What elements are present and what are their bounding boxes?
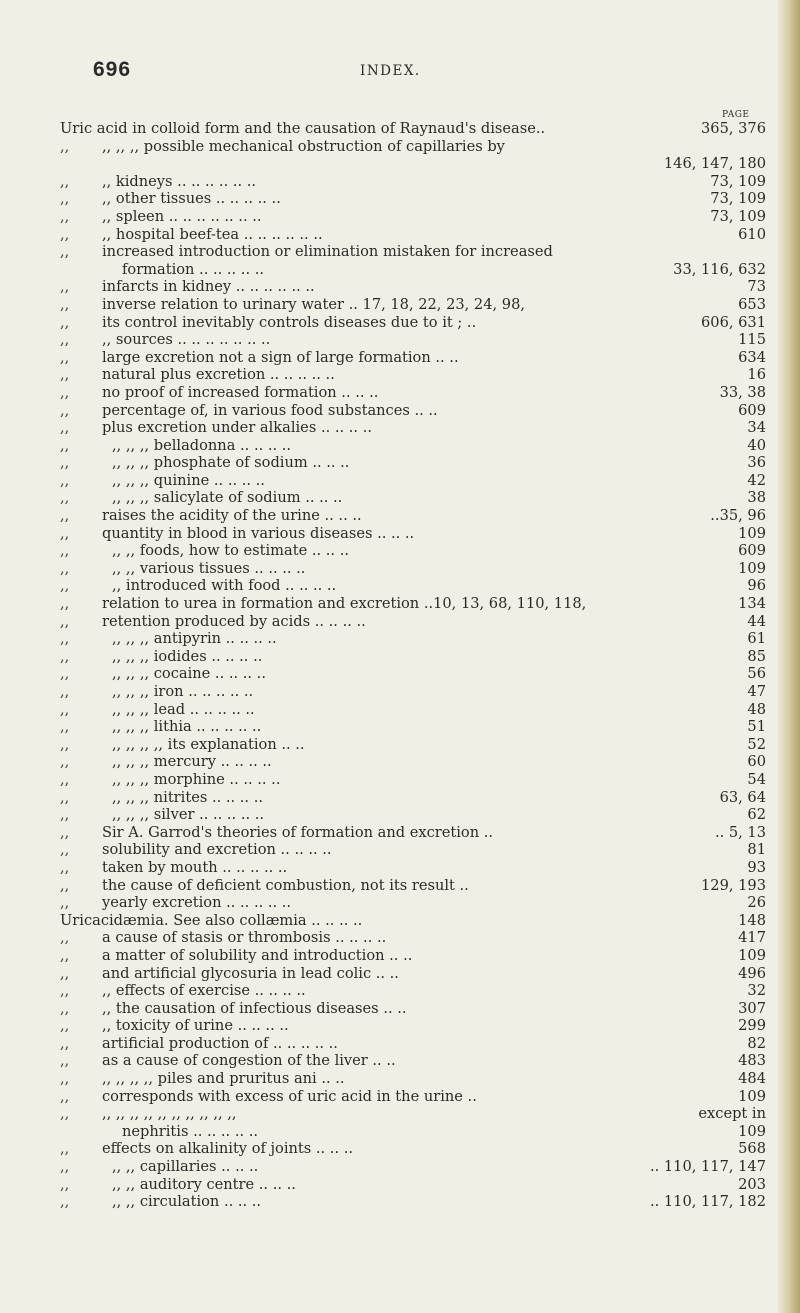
page-reference: 73 — [747, 278, 766, 296]
page-reference: 40 — [747, 436, 766, 454]
page-reference: 63, 64 — [719, 788, 766, 806]
page-reference: 568 — [738, 1140, 766, 1158]
index-entry — [60, 278, 770, 296]
index-entry — [60, 1123, 770, 1141]
entry-text: ,, ,, ,, silver .. .. .. .. .. — [112, 806, 265, 824]
entry-text: yearly excretion .. .. .. .. .. — [102, 894, 292, 912]
ditto-mark: ,, — [60, 1052, 70, 1070]
index-entry — [60, 1088, 770, 1106]
page-reference: 417 — [738, 929, 766, 947]
page-reference: except in — [698, 1105, 766, 1123]
index-entry — [60, 560, 770, 578]
index-entry — [60, 859, 770, 877]
page-reference: .. 5, 13 — [714, 823, 766, 841]
ditto-mark: ,, — [60, 383, 70, 401]
page-reference: 634 — [738, 348, 766, 366]
ditto-mark: ,, — [60, 1070, 70, 1088]
index-entry — [60, 806, 770, 824]
ditto-mark: ,, — [60, 647, 70, 665]
page-edge-shadow — [778, 0, 800, 1313]
entry-text: Uric acid in colloid form and the causation of Raynaud's disease.. — [60, 120, 546, 137]
entry-text: a matter of solubility and introduction .. .. — [102, 946, 413, 964]
page-reference: 33, 38 — [719, 383, 766, 401]
index-entry — [60, 402, 770, 420]
page-reference: 610 — [738, 225, 766, 243]
page-reference: 96 — [747, 577, 766, 595]
index-entry — [60, 982, 770, 1000]
index-entry — [60, 437, 770, 455]
entry-text: ,, ,, ,, phosphate of sodium .. .. .. — [112, 454, 350, 472]
page-reference: 32 — [747, 982, 766, 1000]
entry-text: raises the acidity of the urine .. .. .. — [102, 507, 362, 525]
index-entry — [60, 542, 770, 560]
page-reference: 109 — [738, 1122, 766, 1140]
entry-text: ,, sources .. .. .. .. .. .. .. — [102, 331, 271, 349]
index-entry — [60, 894, 770, 912]
index-entry — [60, 665, 770, 683]
ditto-mark: ,, — [60, 665, 70, 683]
entry-text: ,, ,, ,, morphine .. .. .. .. — [112, 770, 281, 788]
page-reference: 16 — [747, 366, 766, 384]
ditto-mark: ,, — [60, 982, 70, 1000]
page-reference: 73, 109 — [710, 190, 766, 208]
page-reference: 134 — [738, 595, 766, 613]
entry-text: ,, introduced with food .. .. .. .. — [112, 577, 337, 595]
page-reference: ..35, 96 — [710, 507, 766, 525]
index-entry — [60, 683, 770, 701]
ditto-mark: ,, — [60, 559, 70, 577]
entry-text: increased introduction or elimination mistaken for increased — [102, 243, 553, 261]
entry-text: Sir A. Garrod's theories of formation and excretion .. — [102, 823, 494, 841]
page-reference: 307 — [738, 999, 766, 1017]
entry-text: ,, ,, ,, iron .. .. .. .. .. — [112, 683, 254, 700]
entry-text: ,, ,, ,, possible mechanical obstruction of capillaries by — [102, 137, 505, 155]
ditto-mark: ,, — [60, 436, 70, 454]
entry-text: ,, effects of exercise .. .. .. .. — [102, 982, 306, 1000]
entry-text: Uricacidæmia. See also collæmia .. .. .. .. — [60, 911, 363, 929]
page-reference: 82 — [747, 1034, 766, 1052]
page-reference: 609 — [738, 401, 766, 419]
index-entry — [60, 613, 770, 631]
entry-text: ,, ,, circulation .. .. .. — [112, 1193, 262, 1211]
entry-text: ,, ,, ,, ,, piles and pruritus ani .. .. — [102, 1070, 345, 1088]
ditto-mark: ,, — [60, 823, 70, 841]
ditto-mark: ,, — [60, 770, 70, 788]
ditto-mark: ,, — [60, 1158, 70, 1176]
entry-text: ,, ,, ,, lead .. .. .. .. .. — [112, 700, 255, 718]
index-entry — [60, 877, 770, 895]
entry-text: inverse relation to urinary water .. 17, 18, 22, 23, 24, 98, — [102, 295, 525, 313]
page-reference: 129, 193 — [701, 876, 766, 894]
ditto-mark: ,, — [60, 1087, 70, 1105]
ditto-mark: ,, — [60, 401, 70, 419]
page-reference: 146, 147, 180 — [663, 155, 766, 173]
entry-text: plus excretion under alkalies .. .. .. .. — [102, 419, 372, 437]
ditto-mark: ,, — [60, 225, 70, 243]
entry-text: nephritis .. .. .. .. .. — [122, 1122, 259, 1140]
index-entry — [60, 384, 770, 402]
index-entry — [60, 1000, 770, 1018]
page-reference: 109 — [738, 559, 766, 577]
ditto-mark: ,, — [60, 542, 70, 560]
ditto-mark: ,, — [60, 753, 70, 771]
page-reference: 484 — [738, 1070, 766, 1088]
index-entry — [60, 1035, 770, 1053]
ditto-mark: ,, — [60, 894, 70, 912]
entry-text: taken by mouth .. .. .. .. .. — [102, 858, 288, 876]
ditto-mark: ,, — [60, 806, 70, 824]
page-reference: 609 — [738, 542, 766, 560]
page-reference: 483 — [738, 1052, 766, 1070]
page-reference: 26 — [747, 894, 766, 912]
page-reference: 34 — [747, 419, 766, 437]
index-entry — [60, 630, 770, 648]
entry-text: ,, hospital beef-tea .. .. .. .. .. .. — [102, 225, 323, 243]
page-reference: 496 — [738, 964, 766, 982]
ditto-mark: ,, — [60, 331, 70, 349]
entry-text: ,, spleen .. .. .. .. .. .. .. — [102, 207, 262, 225]
ditto-mark: ,, — [60, 735, 70, 753]
entry-text: quantity in blood in various diseases .. .. .. — [102, 524, 415, 542]
index-entry — [60, 1193, 770, 1211]
index-entry — [60, 507, 770, 525]
ditto-mark: ,, — [60, 1193, 70, 1211]
index-entry — [60, 1176, 770, 1194]
page-reference: 148 — [738, 911, 766, 929]
ditto-mark: ,, — [60, 1105, 70, 1123]
index-entry — [60, 489, 770, 507]
page-reference: 109 — [738, 946, 766, 964]
page-reference: 73, 109 — [710, 172, 766, 190]
page-column-label: PAGE — [722, 110, 750, 120]
page-reference: 203 — [738, 1175, 766, 1193]
index-entry — [60, 1070, 770, 1088]
index-entry — [60, 314, 770, 332]
ditto-mark: ,, — [60, 999, 70, 1017]
entry-text: its control inevitably controls diseases due to it ; .. — [102, 313, 477, 331]
running-head: INDEX. — [360, 63, 421, 79]
page-reference: 73, 109 — [710, 207, 766, 225]
index-entry — [60, 419, 770, 437]
entry-text: formation .. .. .. .. .. — [122, 260, 265, 278]
index-entry — [60, 965, 770, 983]
ditto-mark: ,, — [60, 137, 70, 155]
index-entry — [60, 366, 770, 384]
index-entry — [60, 577, 770, 595]
index-entry — [60, 190, 770, 208]
entry-text: ,, ,, ,, salicylate of sodium .. .. .. — [112, 489, 343, 507]
ditto-mark: ,, — [60, 454, 70, 472]
page-reference: 365, 376 — [701, 120, 766, 137]
entry-text: natural plus excretion .. .. .. .. .. — [102, 366, 335, 384]
ditto-mark: ,, — [60, 1140, 70, 1158]
entry-text: corresponds with excess of uric acid in the urine .. — [102, 1087, 477, 1105]
index-entry — [60, 1017, 770, 1035]
page-reference: 38 — [747, 489, 766, 507]
entry-text: ,, ,, various tissues .. .. .. .. — [112, 559, 306, 577]
index-entry — [60, 173, 770, 191]
index-entry — [60, 824, 770, 842]
index-entry — [60, 912, 770, 930]
page-reference: 56 — [747, 665, 766, 683]
index-entry — [60, 296, 770, 314]
entry-text: a cause of stasis or thrombosis .. .. .. .. — [102, 929, 387, 947]
page-reference: 115 — [738, 331, 766, 349]
index-entries — [60, 120, 770, 1211]
page-reference: 44 — [747, 612, 766, 630]
index-entry — [60, 1052, 770, 1070]
ditto-mark: ,, — [60, 700, 70, 718]
index-entry — [60, 226, 770, 244]
entry-text: ,, ,, ,, mercury .. .. .. .. — [112, 753, 272, 771]
page-reference: 42 — [747, 471, 766, 489]
ditto-mark: ,, — [60, 683, 70, 700]
ditto-mark: ,, — [60, 595, 70, 613]
index-entry — [60, 208, 770, 226]
page-reference: 54 — [747, 770, 766, 788]
ditto-mark: ,, — [60, 1034, 70, 1052]
index-entry — [60, 525, 770, 543]
ditto-mark: ,, — [60, 207, 70, 225]
ditto-mark: ,, — [60, 489, 70, 507]
index-entry — [60, 947, 770, 965]
entry-text: ,, ,, ,, ,, its explanation .. .. — [112, 735, 305, 753]
entry-text: ,, ,, ,, quinine .. .. .. .. — [112, 471, 265, 489]
page-reference: 62 — [747, 806, 766, 824]
entry-text: ,, the causation of infectious diseases .. .. — [102, 999, 407, 1017]
page-reference: 81 — [747, 841, 766, 859]
index-entry — [60, 349, 770, 367]
ditto-mark: ,, — [60, 612, 70, 630]
index-entry — [60, 1105, 770, 1123]
page-reference: 299 — [738, 1017, 766, 1035]
ditto-mark: ,, — [60, 348, 70, 366]
entry-text: effects on alkalinity of joints .. .. .. — [102, 1140, 354, 1158]
ditto-mark: ,, — [60, 1017, 70, 1035]
ditto-mark: ,, — [60, 876, 70, 894]
page-reference: 653 — [738, 295, 766, 313]
entry-text: percentage of, in various food substances .. .. — [102, 401, 438, 419]
page-reference: 47 — [747, 683, 766, 700]
index-entry — [60, 718, 770, 736]
entry-text: ,, ,, ,, belladonna .. .. .. .. — [112, 436, 292, 454]
entry-text: ,, ,, auditory centre .. .. .. — [112, 1175, 296, 1193]
entry-text: as a cause of congestion of the liver .. .. — [102, 1052, 396, 1070]
page-reference: 60 — [747, 753, 766, 771]
ditto-mark: ,, — [60, 788, 70, 806]
index-entry — [60, 595, 770, 613]
entry-text: ,, ,, capillaries .. .. .. — [112, 1158, 259, 1176]
ditto-mark: ,, — [60, 278, 70, 296]
ditto-mark: ,, — [60, 366, 70, 384]
entry-text: ,, toxicity of urine .. .. .. .. — [102, 1017, 289, 1035]
ditto-mark: ,, — [60, 718, 70, 736]
entry-text: ,, ,, ,, antipyrin .. .. .. .. — [112, 630, 277, 648]
page-reference: 33, 116, 632 — [673, 260, 766, 278]
index-entry — [60, 1158, 770, 1176]
entry-text: ,, ,, ,, nitrites .. .. .. .. — [112, 788, 263, 806]
ditto-mark: ,, — [60, 858, 70, 876]
page-reference: 109 — [738, 524, 766, 542]
ditto-mark: ,, — [60, 630, 70, 648]
index-entry — [60, 841, 770, 859]
page-reference: 36 — [747, 454, 766, 472]
entry-text: and artificial glycosuria in lead colic .. .. — [102, 964, 399, 982]
entry-text: infarcts in kidney .. .. .. .. .. .. — [102, 278, 315, 296]
index-entry — [60, 331, 770, 349]
index-entry — [60, 736, 770, 754]
index-entry — [60, 472, 770, 490]
page-reference: 52 — [747, 735, 766, 753]
index-entry — [60, 261, 770, 279]
index-entry — [60, 155, 770, 173]
ditto-mark: ,, — [60, 964, 70, 982]
index-entry — [60, 648, 770, 666]
page-reference: 606, 631 — [701, 313, 766, 331]
page-reference: 85 — [747, 647, 766, 665]
entry-text: ,, ,, ,, lithia .. .. .. .. .. — [112, 718, 262, 736]
ditto-mark: ,, — [60, 841, 70, 859]
ditto-mark: ,, — [60, 295, 70, 313]
index-entry — [60, 789, 770, 807]
index-entry — [60, 120, 770, 138]
index-entry — [60, 1140, 770, 1158]
entry-text: artificial production of .. .. .. .. .. — [102, 1034, 338, 1052]
ditto-mark: ,, — [60, 243, 70, 261]
entry-text: ,, ,, foods, how to estimate .. .. .. — [112, 542, 349, 560]
ditto-mark: ,, — [60, 471, 70, 489]
ditto-mark: ,, — [60, 1175, 70, 1193]
index-entry — [60, 701, 770, 719]
entry-text: ,, ,, ,, cocaine .. .. .. .. — [112, 665, 266, 683]
page-reference: 93 — [747, 858, 766, 876]
entry-text: ,, kidneys .. .. .. .. .. .. — [102, 172, 257, 190]
ditto-mark: ,, — [60, 929, 70, 947]
page-reference: 51 — [747, 718, 766, 736]
entry-text: relation to urea in formation and excretion ..10, 13, 68, 110, 118, — [102, 595, 587, 613]
ditto-mark: ,, — [60, 524, 70, 542]
index-entry — [60, 454, 770, 472]
page-reference: .. 110, 117, 147 — [649, 1158, 766, 1176]
page-number: 696 — [93, 58, 132, 81]
entry-text: ,, other tissues .. .. .. .. .. — [102, 190, 281, 208]
page-reference: 109 — [738, 1087, 766, 1105]
ditto-mark: ,, — [60, 946, 70, 964]
index-entry — [60, 771, 770, 789]
ditto-mark: ,, — [60, 577, 70, 595]
entry-text: the cause of deficient combustion, not its result .. — [102, 876, 469, 894]
ditto-mark: ,, — [60, 507, 70, 525]
index-entry — [60, 138, 770, 156]
entry-text: ,, ,, ,, iodides .. .. .. .. — [112, 647, 263, 665]
page-reference: 61 — [747, 630, 766, 648]
entry-text: large excretion not a sign of large formation .. .. — [102, 348, 459, 366]
entry-text: ,, ,, ,, ,, ,, ,, ,, ,, ,, ,, — [102, 1105, 237, 1123]
entry-text: solubility and excretion .. .. .. .. — [102, 841, 332, 859]
index-entry — [60, 753, 770, 771]
entry-text: no proof of increased formation .. .. .. — [102, 383, 379, 401]
page-reference: 48 — [747, 700, 766, 718]
index-entry — [60, 243, 770, 261]
index-entry — [60, 929, 770, 947]
ditto-mark: ,, — [60, 313, 70, 331]
ditto-mark: ,, — [60, 172, 70, 190]
page-reference: .. 110, 117, 182 — [649, 1193, 766, 1211]
ditto-mark: ,, — [60, 419, 70, 437]
entry-text: retention produced by acids .. .. .. .. — [102, 612, 366, 630]
ditto-mark: ,, — [60, 190, 70, 208]
